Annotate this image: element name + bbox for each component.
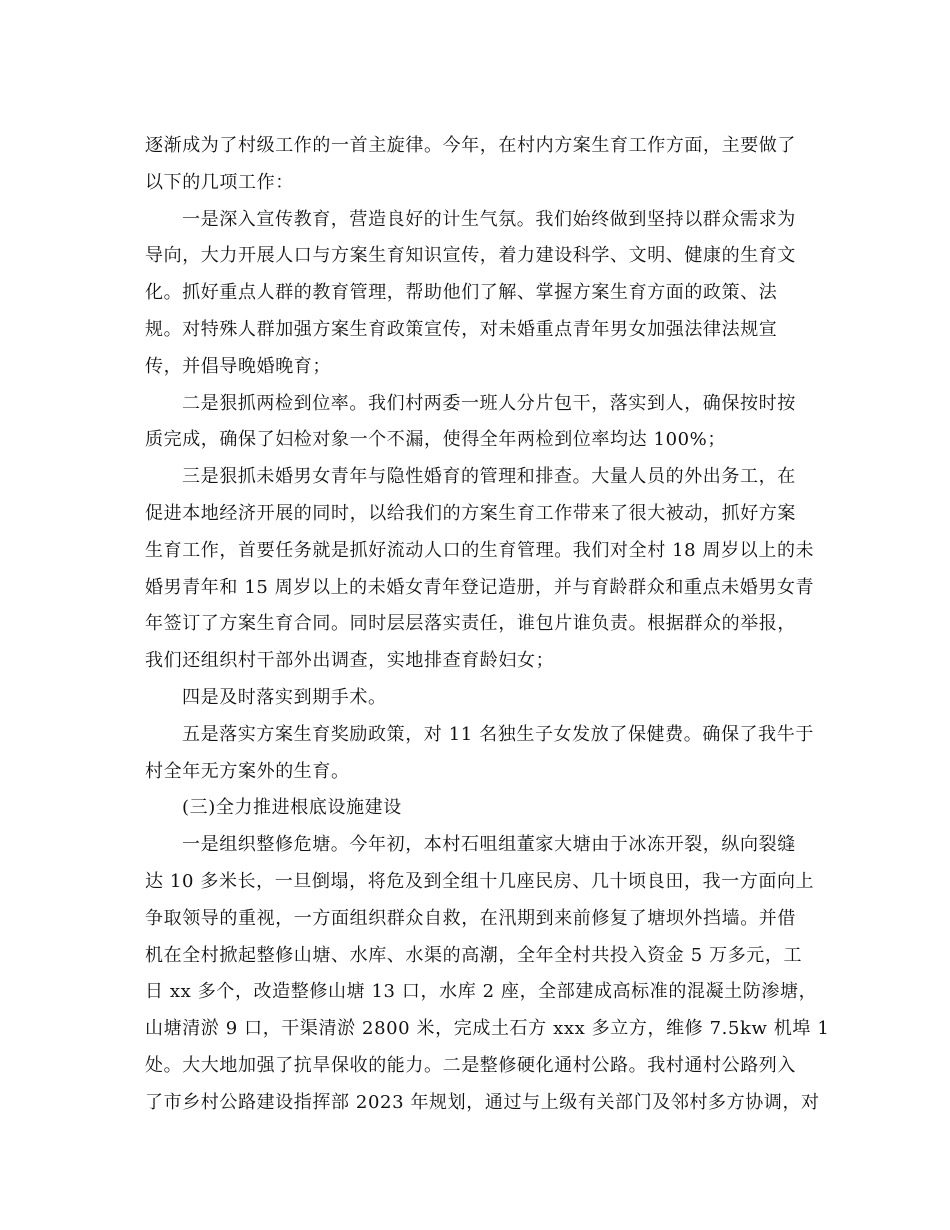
text-line: 传，并倡导晚婚晚育； [145,355,331,377]
text-line: 规。对特殊人群加强方案生育政策宣传，对未婚重点青年男女加强法律法规宣 [145,318,778,340]
text-line: 山塘清淤 9 口，干渠清淤 2800 米，完成土石方 xxx 多立方，维修 7.5kw 机埠 1 [145,1018,830,1040]
paragraph-start-line: 一是组织整修危塘。今年初，本村石咀组董家大塘由于冰冻开裂，纵向裂缝 [182,834,796,856]
text-line: 村全年无方案外的生育。 [145,760,350,782]
paragraph-start-line: 一是深入宣传教育，营造良好的计生气氛。我们始终做到坚持以群众需求为 [182,208,796,230]
document-body [145,128,830,1122]
text-line: 机在全村掀起整修山塘、水库、水渠的高潮，全年全村共投入资金 5 万多元，工 [145,944,803,966]
text-line: 导向，大力开展人口与方案生育知识宣传，着力建设科学、文明、健康的生育文 [145,245,796,267]
text-line: 了市乡村公路建设指挥部 2023 年规划，通过与上级有关部门及邻村多方协调，对 [145,1091,820,1113]
text-line: 生育工作，首要任务就是抓好流动人口的生育管理。我们对全村 18 周岁以上的未 [145,539,815,561]
paragraph-start-line: 二是狠抓两检到位率。我们村两委一班人分片包干，落实到人，确保按时按 [182,392,796,414]
text-line: 处。大大地加强了抗旱保收的能力。二是整修硬化通村公路。我村通村公路列入 [145,1054,796,1076]
text-line: 达 10 多米长，一旦倒塌，将危及到全组十几座民房、几十顷良田，我一方面向上 [145,870,815,892]
text-line: 质完成，确保了妇检对象一个不漏，使得全年两检到位率均达 100%； [145,429,726,451]
text-line: 婚男青年和 15 周岁以上的未婚女青年登记造册，并与育龄群众和重点未婚男女青 [145,576,815,598]
section-heading: (三)全力推进根底设施建设 [182,797,402,819]
text-line: 促进本地经济开展的同时，以给我们的方案生育工作带来了很大被动，抓好方案 [145,502,796,524]
text-line: 日 xx 多个，改造整修山塘 13 口，水库 2 座，全部建成高标准的混凝土防渗塘， [145,981,818,1003]
paragraph-start-line: 四是及时落实到期手术。 [182,686,387,708]
paragraph-start-line: 三是狠抓未婚男女青年与隐性婚育的管理和排查。大量人员的外出务工，在 [182,466,796,488]
text-line: 年签订了方案生育合同。同时层层落实责任，谁包片谁负责。根据群众的举报， [145,613,796,635]
paragraph-start-line: 五是落实方案生育奖励政策，对 11 名独生子女发放了保健费。确保了我牛于 [182,723,814,745]
text-line: 以下的几项工作： [145,171,294,193]
text-line: 我们还组织村干部外出调查，实地排查育龄妇女； [145,650,555,672]
text-line: 逐渐成为了村级工作的一首主旋律。今年，在村内方案生育工作方面，主要做了 [145,135,796,156]
text-line: 化。抓好重点人群的教育管理，帮助他们了解、掌握方案生育方面的政策、法 [145,282,778,304]
text-line: 争取领导的重视，一方面组织群众自救，在汛期到来前修复了塘坝外挡墙。并借 [145,907,796,929]
